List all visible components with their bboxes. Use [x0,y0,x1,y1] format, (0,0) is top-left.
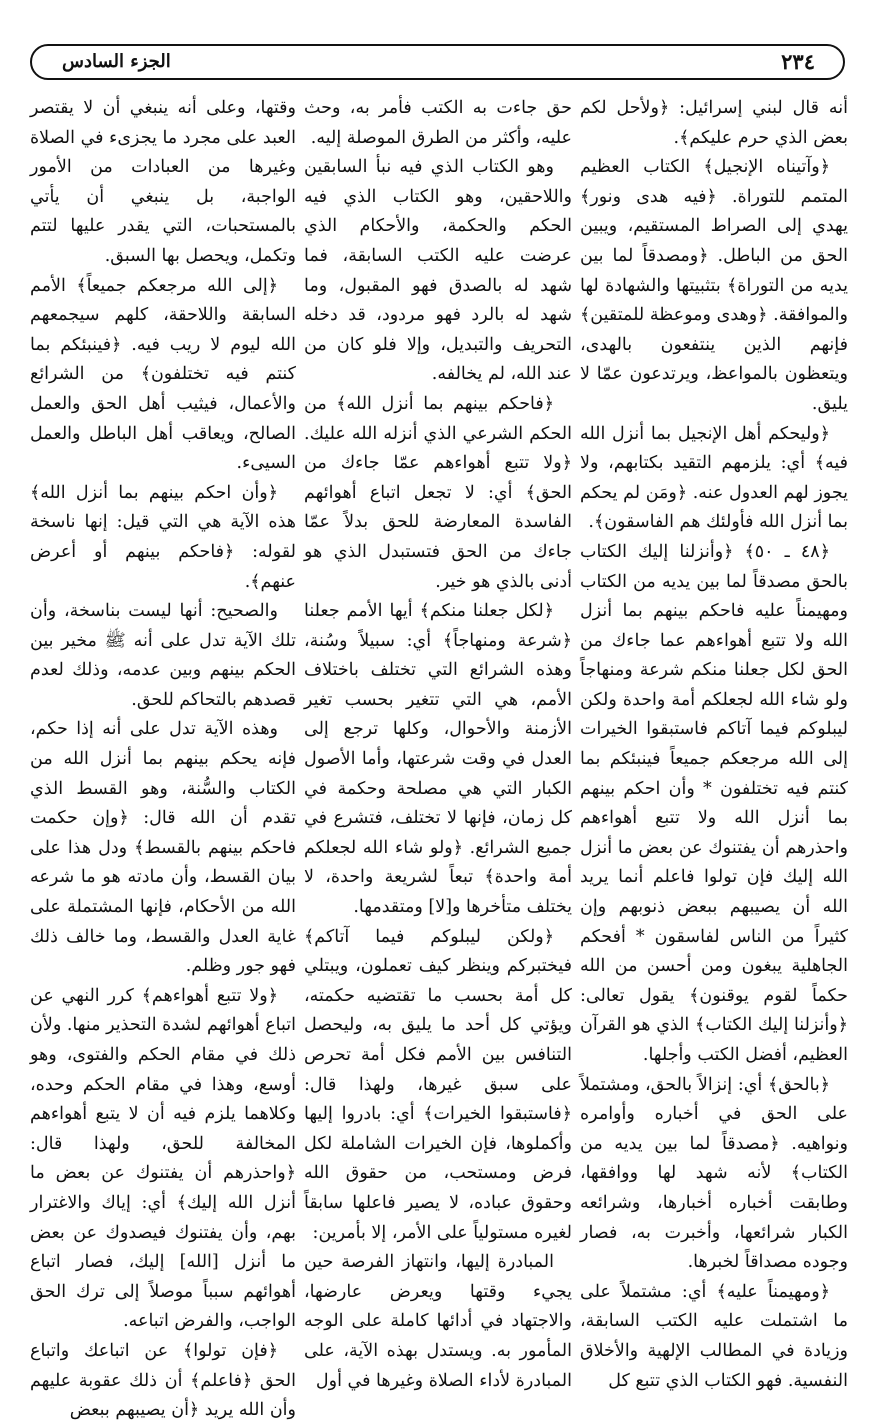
paragraph: وهذه الآية تدل على أنه إذا حكم، فإنه يحكم بينهم بما أنزل الله من الكتاب والسُّنة، وهو القسط الذي تقدم أن الله قال: ﴿وإن حكمت فاحكم بينهم بالقسط﴾ ودل هذا على بيان القسط، وأن مادته هو ما شرعه الله من الأحكام، فإنها المشتملة على غاية العدل والقسط، وما خالف ذلك فهو جور وظلم. [30,719,296,977]
paragraph: ﴿ولكن ليبلوكم فيما آتاكم﴾ فيختبركم وينظر كيف تعملون، ويبتلي كل أمة بحسب ما تقتضيه حكمته، ويؤتي كل أحد ما يليق به، وليحصل التنافس بين الأمم فكل أمة تحرص على سبق غيرها، ولهذا قال: ﴿فاستبقوا الخيرات﴾ أي: بادروا إليها وأكملوها، فإن الخيرات الشاملة لكل فرض ومستحب، من حقوق الله وحقوق عباده، لا يصير فاعلها سابقاً لغيره مستولياً على الأمر، إلا بأمرين: [304,926,572,1243]
paragraph: المبادرة إليها، وانتهاز الفرصة حين يجيء وقتها ويعرض عارضها، والاجتهاد في أدائها كاملة على الوجه المأمور به. ويستدل بهذه الآية، على المبادرة لأداء الصلاة وغيرها في أول [304,1252,572,1391]
part-title: الجزء السادس [62,51,171,72]
paragraph: حق جاءت به الكتب فأمر به، وحث عليه، وأكثر من الطرق الموصلة إليه. [304,98,572,148]
text-column-left [30,94,296,1421]
paragraph: ﴿ومهيمناً عليه﴾ أي: مشتملاً على ما اشتملت عليه الكتب السابقة، وزيادة في المطالب الإلهية والأخلاق النفسية. فهو الكتاب الذي تتبع كل [580,1281,848,1391]
paragraph: ﴿إلى الله مرجعكم جميعاً﴾ الأمم السابقة واللاحقة، كلهم سيجمعهم الله ليوم لا ريب فيه. ﴿فينبئكم بما كنتم فيه تختلفون﴾ من الشرائع والأعمال، فيثيب أهل الحق والعمل الصالح، ويعاقب أهل الباطل والعمل السيىء. [30,275,296,474]
paragraph: وهو الكتاب الذي فيه نبأ السابقين واللاحقين، وهو الكتاب الذي فيه الحكم والحكمة، والأحكام الذي عرضت عليه الكتب السابقة، فما شهد له بالصدق فهو المقبول، وما شهد له بالرد فهو مردود، قد دخله التحريف والتبديل، وإلا فلو كان من عند الله، لم يخالفه. [304,157,572,385]
paragraph: وقتها، وعلى أنه ينبغي أن لا يقتصر العبد على مجرد ما يجزىء في الصلاة وغيرها من العبادات من الأمور الواجبة، بل ينبغي أن يأتي بالمستحبات، التي يقدر عليها لتتم وتكمل، ويحصل بها السبق. [30,98,296,266]
paragraph: والصحيح: أنها ليست بناسخة، وأن تلك الآية تدل على أنه ﷺ مخير بين الحكم بينهم وبين عدمه، وذلك لعدم قصدهم بالتحاكم للحق. [30,601,296,710]
paragraph: ﴿ولا تتبع أهواءهم﴾ كرر النهي عن اتباع أهوائهم لشدة التحذير منها. ولأن ذلك في مقام الحكم والفتوى، وهو أوسع، وهذا في مقام الحكم وحده، وكلاهما يلزم فيه أن لا يتبع أهواءهم المخالفة للحق، ولهذا قال: ﴿واحذرهم أن يفتنوك عن بعض ما أنزل الله إليك﴾ أي: إياك والاغترار بهم، وأن يفتنوك فيصدوك عن بعض ما أنزل [الله] إليك، فصار اتباع أهوائهم سبباً موصلاً إلى ترك الحق الواجب، والفرض اتباعه. [30,985,296,1332]
paragraph: ﴿وأن احكم بينهم بما أنزل الله﴾ هذه الآية هي التي قيل: إنها ناسخة لقوله: ﴿فاحكم بينهم أو أعرض عنهم﴾. [30,482,296,592]
text-column-middle [304,94,572,1391]
paragraph: ﴿فاحكم بينهم بما أنزل الله﴾ من الحكم الشرعي الذي أنزله الله عليك. ﴿ولا تتبع أهواءهم عمّا جاءك من الحق﴾ أي: لا تجعل اتباع أهوائهم الفاسدة المعارضة للحق بدلاً عمّا جاءك من الحق فتستبدل الذي هو أدنى بالذي هو خير. [304,393,572,592]
paragraph: ﴿٤٨ ـ ٥٠﴾ ﴿وأنزلنا إليك الكتاب بالحق مصدقاً لما بين يديه من الكتاب ومهيمناً عليه فاحكم بينهم بما أنزل الله ولا تتبع أهواءهم عما جاءك من الحق لكل جعلنا منكم شرعة ومنهاجاً ولو شاء الله لجعلكم أمة واحدة ولكن ليبلوكم فيما آتاكم فاستبقوا الخيرات إلى الله مرجعكم جميعاً فينبئكم بما كنتم فيه تختلفون * وأن احكم بينهم بما أنزل الله ولا تتبع أهواءهم واحذرهم أن يفتنوك عن بعض ما أنزل الله إليك فإن تولوا فاعلم أنما يريد الله أن يصيبهم ببعض ذنوبهم وإن كثيراً من الناس لفاسقون * أفحكم الجاهلية يبغون ومن أحسن من الله حكماً لقوم يوقنون﴾ يقول تعالى: ﴿وأنزلنا إليك الكتاب﴾ الذي هو القرآن العظيم، أفضل الكتب وأجلها. [580,541,848,1065]
paragraph: ﴿لكل جعلنا منكم﴾ أيها الأمم جعلنا ﴿شرعة ومنهاجاً﴾ أي: سبيلاً وسُنة، وهذه الشرائع التي تختلف باختلاف الأمم، هي التي تتغير بحسب تغير الأزمنة والأحوال، وكلها ترجع إلى العدل في وقت شرعتها، وأما الأصول الكبار التي هي مصلحة وحكمة في كل زمان، فإنها لا تختلف، فتشرع في جميع الشرائع. ﴿ولو شاء الله لجعلكم أمة واحدة﴾ تبعاً لشريعة واحدة، لا يختلف متأخرها و[لا] ومتقدمها. [304,601,572,918]
page-number: ٢٣٤ [781,49,815,74]
paragraph: ﴿بالحق﴾ أي: إنزالاً بالحق، ومشتملاً على الحق في أخباره وأوامره ونواهيه. ﴿مصدقاً لما بين يديه من الكتاب﴾ لأنه شهد لها ووافقها، وطابقت أخباره أخبارها، وشرائعه الكبار شرائعها، وأخبرت به، فصار وجوده مصداقاً لخبرها. [580,1074,848,1273]
text-column-right [580,94,848,1391]
paragraph: ﴿وليحكم أهل الإنجيل بما أنزل الله فيه﴾ أي: يلزمهم التقيد بكتابهم، ولا يجوز لهم العدول عنه. ﴿ومَن لم يحكم بما أنزل الله فأولئك هم الفاسقون﴾. [580,423,848,533]
paragraph: ﴿وآتيناه الإنجيل﴾ الكتاب العظيم المتمم للتوراة. ﴿فيه هدى ونور﴾ يهدي إلى الصراط المستقيم، ويبين الحق من الباطل. ﴿ومصدقاً لما بين يديه من التوراة﴾ بتثبيتها والشهادة لها والموافقة. ﴿وهدى وموعظة للمتقين﴾ فإنهم الذين ينتفعون بالهدى، ويتعظون بالمواعظ، ويرتدعون عمّا لا يليق. [580,157,848,414]
paragraph: أنه قال لبني إسرائيل: ﴿ولأحل لكم بعض الذي حرم عليكم﴾. [580,98,848,148]
page-header [30,44,845,80]
paragraph: ﴿فإن تولوا﴾ عن اتباعك واتباع الحق ﴿فاعلم﴾ أن ذلك عقوبة عليهم وأن الله يريد ﴿أن يصيبهم ببعض [30,1340,296,1421]
